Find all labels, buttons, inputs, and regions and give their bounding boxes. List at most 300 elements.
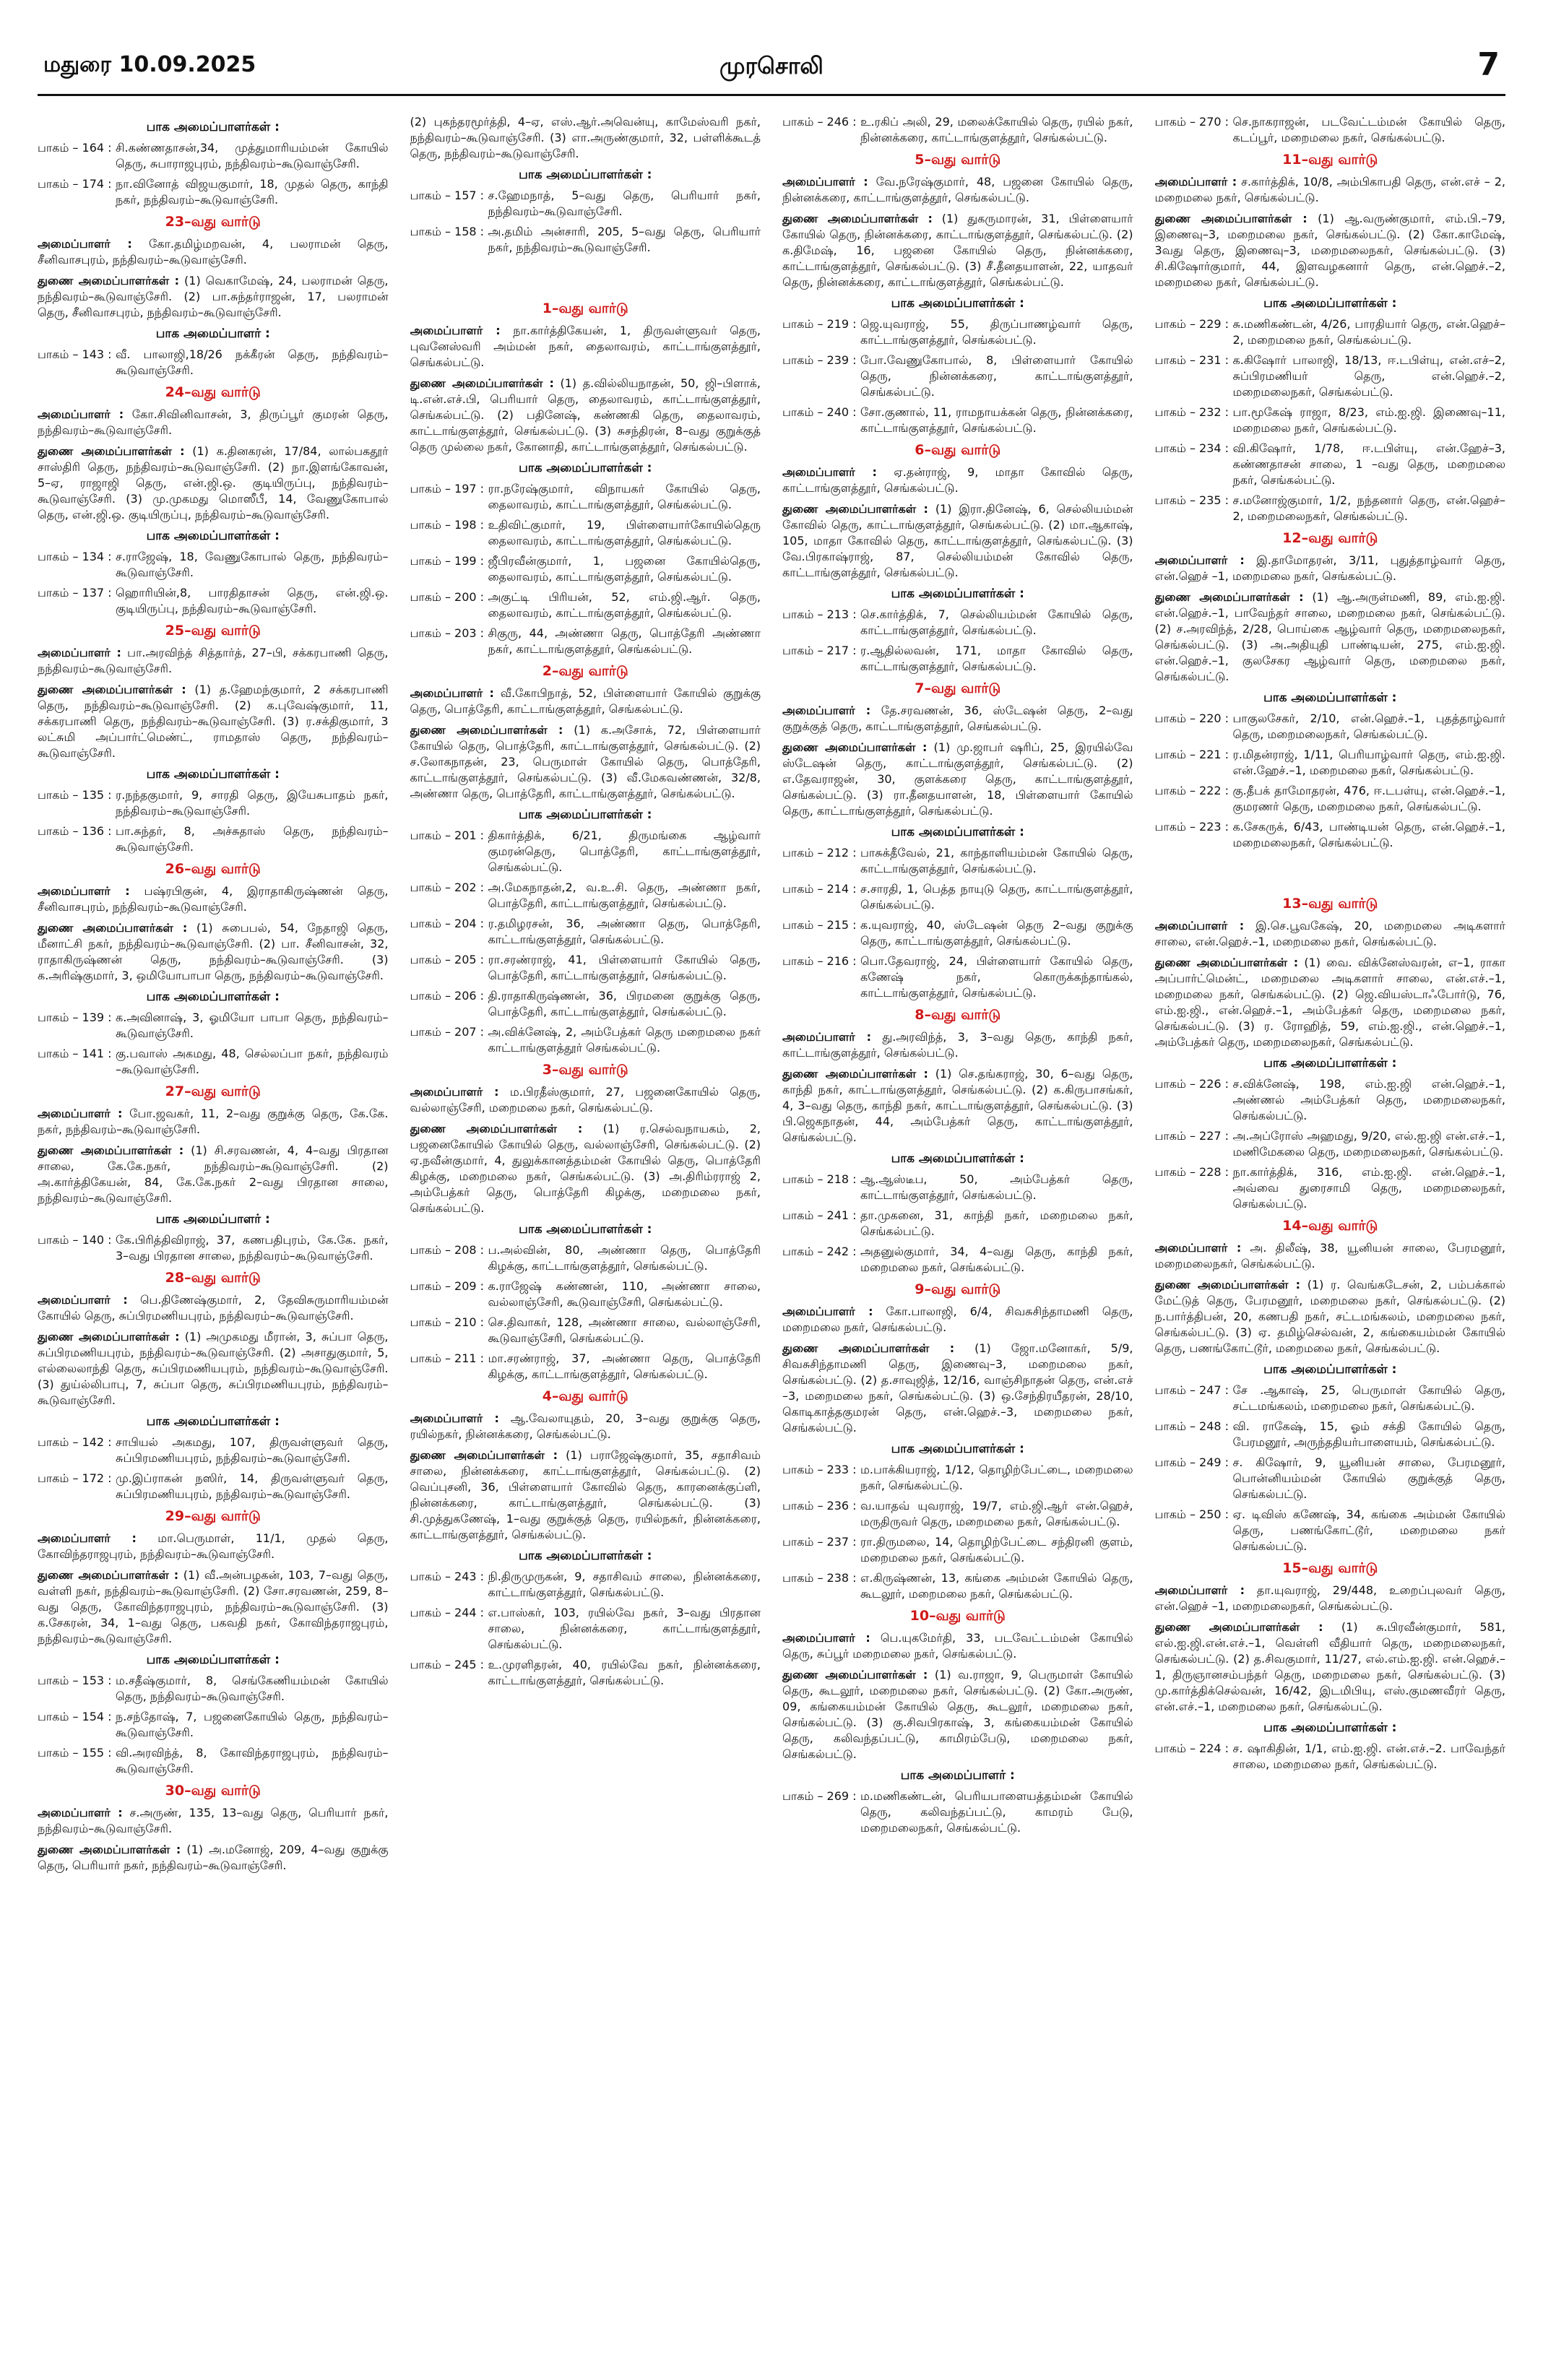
organizer-label: அமைப்பாளர் :: [410, 1085, 499, 1099]
booth-entry: [782, 607, 1133, 639]
organizer-paragraph: [1155, 174, 1506, 206]
booth-address: ச.மனோஜ்குமார், 1/2, நந்தனார் தெரு, என்.ஹெச்–2, மறைமலைநகர், செங்கல்பட்டு.: [1232, 493, 1505, 523]
booth-address: அகுட்டி பிரியன், 52, எம்.ஜி.ஆர். தெரு, தைலாவரம், காட்டாங்குளத்தூர், செங்கல்பட்டு.: [488, 590, 761, 620]
organizer-paragraph: [1155, 553, 1506, 584]
booth-number: பாகம் – 243 :: [410, 1570, 485, 1583]
booth-number: பாகம் – 215 :: [782, 918, 857, 932]
deputy-paragraph: [1155, 589, 1506, 685]
deputy-paragraph: [38, 682, 389, 761]
organizer-label: அமைப்பாளர் :: [782, 1030, 872, 1044]
organizer-text: ஆ.வேலாயுதம், 20, 3–வது குறுக்கு தெரு, ரயில்நகர், நின்னக்கரை, செங்கல்பட்டு.: [410, 1411, 761, 1441]
booth-entry: [1155, 1455, 1506, 1502]
organizer-label: அமைப்பாளர் :: [410, 686, 494, 700]
deputy-paragraph: [410, 1121, 761, 1216]
ward-section: [38, 861, 389, 1078]
ward-section: [1155, 855, 1506, 1212]
booth-entry: [38, 1471, 389, 1502]
deputy-text: (1) க.அசோக், 72, பிள்ளையார் கோயில் தெரு, பொத்தேரி, காட்டாங்குளத்தூர், செங்கல்பட்டு. (2) ச.லோகநாதன், 23, பெருமாள் கோயில் தெரு, பொத்தேரி, காட்டாங்குளத்தூர், செங்கல்பட்டு. (3) வீ.மேகவண்ணன், 32/8, அண்ணா தெரு, பொத்தேரி, காட்டாங்குளத்தூர், செங்கல்பட்டு.: [410, 723, 761, 800]
organizer-paragraph: [38, 407, 389, 438]
booth-entry: [782, 1462, 1133, 1494]
booth-entry: [1155, 352, 1506, 400]
organizer-text: இ.செ.பூவகேஷ், 20, மறைமலை அடிகளார் சாலை, என்.ஹெச்.–1, மறைமலை நகர், செங்கல்பட்டு.: [1154, 919, 1505, 948]
booth-subheading: பாக அமைப்பாளர்கள் :: [891, 1442, 1024, 1456]
booth-entry: [782, 1788, 1133, 1836]
organizer-paragraph: [782, 1029, 1133, 1061]
booth-address: அ.தமிம் அன்சாரி, 205, 5–வது தெரு, பெரியார் நகர், நந்திவரம்–கூடுவாஞ்சேரி.: [488, 225, 761, 254]
booth-entry: [410, 224, 761, 256]
booth-number: பாகம் – 227 :: [1154, 1129, 1229, 1143]
columns: [38, 114, 1505, 2351]
ward-heading: 9–வது வார்டு: [915, 1281, 1001, 1297]
booth-entry: [410, 1242, 761, 1274]
booth-number: பாகம் – 232 :: [1154, 405, 1229, 419]
ward-heading: 4–வது வார்டு: [542, 1388, 628, 1404]
booth-address: அ.அப்ரோஸ் அஹமது, 9/20, எல்.ஐ.ஜி என்.எச்.–1, மணிமேகலை தெரு, மறைமலைநகர், செங்கல்பட்டு.: [1232, 1129, 1505, 1159]
deputy-paragraph: [1155, 1277, 1506, 1356]
ward-heading: 3–வது வார்டு: [542, 1062, 628, 1078]
booth-address: ர.ஆதில்லவன், 171, மாதா கோவில் தெரு, காட்டாங்குளத்தூர், செங்கல்பட்டு.: [860, 644, 1133, 673]
booth-entry: [38, 140, 389, 172]
booth-entry: [1155, 819, 1506, 851]
booth-number: பாகம் – 270 :: [1154, 115, 1229, 129]
booth-number: பாகம் – 143 :: [38, 347, 112, 361]
ward-section: [782, 1608, 1133, 1836]
booth-entry: [782, 1570, 1133, 1602]
organizer-label: அமைப்பாளர் :: [38, 1531, 137, 1545]
booth-number: பாகம் – 136 :: [38, 824, 112, 838]
organizer-label: அமைப்பாளர் :: [1154, 919, 1245, 932]
page-number: 7: [1477, 46, 1500, 83]
deputy-label: துணை அமைப்பாளர்கள் :: [410, 723, 563, 737]
organizer-text: ஏ.தன்ராஜ், 9, மாதா கோவில் தெரு, காட்டாங்குளத்தூர், செங்கல்பட்டு.: [782, 465, 1133, 495]
booth-address: ர.தமிழரசன், 36, அண்ணா தெரு, பொத்தேரி, காட்டாங்குளத்தூர், செங்கல்பட்டு.: [488, 917, 761, 946]
booth-address: வி. ராகேஷ், 15, ஓம் சக்தி கோயில் தெரு, பேரமனூர், அருந்ததியர்பாளையம், செங்கல்பட்டு.: [1232, 1419, 1505, 1449]
deputy-paragraph: [782, 1066, 1133, 1146]
deputy-label: துணை அமைப்பாளர்கள் :: [782, 1668, 928, 1682]
deputy-text: (1) ர. வெங்கடேசன், 2, பம்பக்கால் மேட்டுத் தெரு, பேரமனூர், மறைமலை நகர், செங்கல்பட்டு. (2) ந.பார்த்திபன், 20, கணபதி நகர், சட்டமங்கலம், மறைமலை நகர், செங்கல்பட்டு. (3) ஏ. தமிழ்செல்வன், 2, கங்கையம்மன் கோயில் தெரு, பணங்கோட்டூர், மறைமலை நகர், செங்கல்பட்டு.: [1154, 1278, 1505, 1355]
ward-section: [38, 1083, 389, 1264]
booth-address: சி.கண்ணதாசன்,34, முத்துமாரியம்மன் கோயில் தெரு, சுபாராஜபுரம், நந்திவரம்–கூடுவாஞ்சேரி.: [116, 141, 389, 170]
booth-subheading: பாக அமைப்பாளர்கள் :: [146, 990, 280, 1004]
deputy-paragraph: [782, 211, 1133, 290]
booth-address: செ.நாகராஜன், படவேட்டம்மன் கோயில் தெரு, கடப்பூர், மறைமலை நகர், செங்கல்பட்டு.: [1232, 115, 1505, 144]
booth-number: பாகம் – 216 :: [782, 954, 857, 968]
booth-address: எ.கிருஷ்ணன், 13, கங்கை அம்மன் கோயில் தெரு, கூடலூர், மறைமலை நகர், செங்கல்பட்டு.: [860, 1571, 1133, 1601]
deputy-text: (1) த.வில்லியநாதன், 50, ஜி–பிளாக், டி.என்.எச்.பி, பெரியார் தெரு, தைலாவரம், காட்டாங்குளத்தூர், செங்கல்பட்டு. (2) பதினேஷ், கண்ணகி தெரு, தைலாவரம், காட்டாங்குளத்தூர், செங்கல்பட்டு. (3) சுசந்திரன், 8–வது குறுக்குத் தெரு முல்லை நகர், கோனாதி, காட்டாங்குளத்தூர், செங்கல்பட்டு.: [410, 376, 761, 454]
booth-entry: [782, 643, 1133, 675]
booth-number: பாகம் – 200 :: [410, 590, 485, 604]
booth-entry: [410, 589, 761, 621]
deputy-text: (1) அ.மனோஜ், 209, 4–வது குறுக்கு தெரு, பெரியார் நகர், நந்திவரம்–கூடுவாஞ்சேரி.: [38, 1843, 389, 1872]
booth-number: பாகம் – 142 :: [38, 1435, 112, 1449]
booth-entry: [1155, 711, 1506, 743]
booth-number: பாகம் – 201 :: [410, 828, 485, 842]
booth-address: ரா.சரண்ராஜ், 41, பிள்ளையார் கோயில் தெரு, பொத்தேரி, காட்டாங்குளத்தூர், செங்கல்பட்டு.: [488, 953, 761, 982]
deputy-label: துணை அமைப்பாளர்கள் :: [38, 683, 186, 696]
booth-address: சு.மணிகண்டன், 4/26, பாரதியார் தெரு, என்.ஹெச்–2, மறைமலை நகர், செங்கல்பட்டு.: [1232, 317, 1505, 347]
deputy-paragraph: [1155, 955, 1506, 1050]
organizer-paragraph: [410, 1084, 761, 1116]
organizer-text: கோ.தமிழ்மறவன், 4, பலராமன் தெரு, சீனிவாசபுரம், நந்திவரம்–கூடுவாஞ்சேரி.: [38, 237, 389, 267]
booth-subheading: பாக அமைப்பாளர்கள் :: [146, 767, 280, 782]
deputy-paragraph: [38, 1329, 389, 1408]
booth-entry: [38, 823, 389, 855]
ward-heading: 12–வது வார்டு: [1282, 530, 1378, 546]
organizer-paragraph: [38, 883, 389, 915]
ward-heading: 15–வது வார்டு: [1282, 1560, 1378, 1576]
booth-number: பாகம் – 234 :: [1154, 441, 1229, 455]
deputy-text: (1) ஜோ.மனோகர், 5/9, சிவசுசிந்தாமணி தெரு, இணைவு–3, மறைமலை நகர், செங்கல்பட்டு. (2) த.சாவுஜித், 12/16, வாஞ்சிநாதன் தெரு, என்.எச் –3, மறைமலை நகர், செங்கல்பட்டு. (3) ஒ.சேந்திரயீதரன், 28/10, கொடிகாத்தகுமரன் தெரு, என்.ஹெச்.–3, மறைமலை நகர், செங்கல்பட்டு.: [782, 1341, 1133, 1435]
booth-entry: [782, 1244, 1133, 1276]
organizer-text: போ.ஜவகர், 11, 2–வது குறுக்கு தெரு, கே.கே. நகர், நந்திவரம்–கூடுவாஞ்சேரி.: [38, 1107, 389, 1136]
organizer-label: அமைப்பாளர் :: [782, 175, 868, 189]
deputy-label: துணை அமைப்பாளர்கள் :: [782, 502, 928, 516]
booth-address: ர.நந்தகுமார், 9, சாரதி தெரு, இயேசுபாதம் நகர், நந்திவரம்–கூடுவாஞ்சேரி.: [116, 788, 389, 818]
booth-entry: [1155, 1382, 1506, 1414]
booth-number: பாகம் – 247 :: [1154, 1383, 1229, 1397]
organizer-paragraph: [1155, 1583, 1506, 1614]
ward-heading: 14–வது வார்டு: [1282, 1218, 1378, 1234]
ward-section: [1155, 114, 1506, 146]
booth-address: சாபியல் அகமது, 107, திருவள்ளுவர் தெரு, சுப்பிரமணியபுரம், நந்திவரம்–கூடுவாஞ்சேரி.: [116, 1435, 389, 1465]
organizer-paragraph: [1155, 1240, 1506, 1272]
booth-number: பாகம் – 223 :: [1154, 820, 1229, 834]
organizer-text: து.அரவிந்த், 3, 3–வது தெரு, காந்தி நகர், காட்டாங்குளத்தூர், செங்கல்பட்டு.: [782, 1030, 1133, 1060]
masthead: [43, 46, 1500, 87]
booth-entry: [410, 626, 761, 657]
organizer-paragraph: [410, 1411, 761, 1442]
booth-address: நா.வினோத் விஜயகுமார், 18, முதல் தெரு, காந்தி நகர், நந்திவரம்–கூடுவாஞ்சேரி.: [116, 177, 389, 207]
organizer-label: அமைப்பாளர் :: [782, 1631, 870, 1645]
ward-heading: 6–வது வார்டு: [915, 442, 1001, 458]
column-4: [1155, 114, 1506, 2351]
booth-entry: [38, 176, 389, 208]
booth-number: பாகம் – 213 :: [782, 607, 857, 621]
booth-entry: [410, 1605, 761, 1653]
booth-entry: [410, 188, 761, 220]
organizer-paragraph: [38, 236, 389, 268]
booth-number: பாகம் – 202 :: [410, 880, 485, 894]
deputy-paragraph: [782, 1667, 1133, 1762]
booth-entry: [782, 1534, 1133, 1566]
deputy-paragraph: [38, 1842, 389, 1874]
ward-section: [782, 114, 1133, 146]
booth-entry: [410, 1569, 761, 1601]
booth-address: ச. ஷாகிதின், 1/1, எம்.ஐ.ஜி. என்.எச்.–2. பாவேந்தர் சாலை, மறைமலை நகர், செங்கல்பட்டு.: [1232, 1741, 1505, 1771]
booth-entry: [38, 549, 389, 581]
booth-entry: [1155, 404, 1506, 436]
booth-address: தி.ராதாகிருஷ்ணன், 36, பிரமனை குறுக்கு தெரு, பொத்தேரி, காட்டாங்குளத்தூர், செங்கல்பட்டு.: [488, 989, 761, 1018]
booth-entry: [410, 828, 761, 875]
booth-entry: [38, 1046, 389, 1078]
booth-subheading: பாக அமைப்பாளர்கள் :: [1263, 1721, 1397, 1735]
booth-entry: [782, 845, 1133, 877]
deputy-paragraph: [782, 740, 1133, 819]
organizer-label: அமைப்பாளர் :: [38, 1107, 123, 1120]
booth-entry: [38, 1745, 389, 1777]
deputy-text: (1) வை. விக்னேஸ்வரன், எ–1, ராகா அப்பார்ட்மென்ட், மறைமலை அடிகளார் சாலை, என்.எச்.–1, மறைமலை நகர், செங்கல்பட்டு. (2) ஜெ.வியஸ்டாஃபோர்டு, 76, எம்.ஐ.ஜி., என்.ஹெச்.–1, அம்பேத்கர் தெரு, மறைமலை நகர், செங்கல்பட்டு. (3) ர. ரோஹித், 59, எம்.ஐ.ஜி., என்.ஹெச்.–1, அம்பேத்கர் தெரு, மறைமலைநகர், செங்கல்பட்டு.: [1154, 956, 1505, 1049]
booth-address: செ.கார்த்திக், 7, செல்லியம்மன் கோயில் தெரு, காட்டாங்குளத்தூர், செங்கல்பட்டு.: [860, 607, 1133, 637]
ward-section: [1155, 1560, 1506, 1773]
city-date: மதுரை 10.09.2025: [43, 52, 256, 77]
continued-text: (2) புகந்தரமூர்த்தி, 4–ஏ, எஸ்.ஆர்.அவென்யு, காமேஸ்வரி நகர், நந்திவரம்–கூடுவாஞ்சேரி. (3) எா.அருண்குமார், 32, பள்ளிக்கூடத் தெரு, நந்திவரம்–கூடுவாஞ்சேரி.: [410, 115, 761, 160]
booth-entry: [782, 881, 1133, 913]
booth-entry: [410, 1657, 761, 1689]
deputy-text: (1) வ.ராஜா, 9, பெருமாள் கோயில் தெரு, கூடலூர், மறைமலை நகர், செங்கல்பட்டு. (2) கோ.அருண், 09, கங்கையம்மன் கோயில் தெரு, கூடலூர், மறைமலை நகர், செங்கல்பட்டு. (3) கு.சிவபிரகாஷ், 3, கங்கையம்மன் கோயில் தெரு, கலிவந்தப்பட்டு, காமிரம்பேடு, மறைமலை நகர், செங்கல்பட்டு.: [782, 1668, 1133, 1761]
booth-entry: [38, 1435, 389, 1466]
ward-section: [38, 214, 389, 378]
booth-number: பாகம் – 139 :: [38, 1011, 112, 1024]
organizer-paragraph: [38, 1531, 389, 1562]
booth-subheading: பாக அமைப்பாளர்கள் :: [1263, 691, 1397, 705]
deputy-label: துணை அமைப்பாளர்கள் :: [38, 444, 185, 458]
ward-heading: 30–வது வார்டு: [165, 1783, 261, 1799]
booth-entry: [410, 916, 761, 948]
booth-entry: [410, 553, 761, 585]
deputy-text: (1) அமுகமது மீரான், 3, சுப்பா தெரு, சுப்பிரமணியபுரம், நந்திவரம்–கூடுவாஞ்சேரி. (2) அசாதுகுமார், 5, எல்லைலாந்தி தெரு, சுப்பிரமணியபுரம், நந்திவரம்–கூடுவாஞ்சேரி. (3) துய்ல்லிபாபு, 7, சுப்பா தெரு, சுப்பிரமணியபுரம், நந்திவரம்–கூடுவாஞ்சேரி.: [38, 1330, 389, 1407]
ward-section: [38, 384, 389, 617]
deputy-text: (1) ஆ.அருள்மணி, 89, எம்.ஐ.ஜி. என்.ஹெச்.–1, பாவேந்தர் சாலை, மறைமலை நகர், செங்கல்பட்டு. (2) ச.அரவிந்த், 2/28, பொய்கை ஆழ்வார் தெரு, மறைமலைநகர், செங்கல்பட்டு. (3) அ.அதியுதி பாண்டியன், 275, எம்.ஐ.ஜி. என்.ஹெச்.–1, குலசேகர ஆழ்வார் தெரு, மறைமலை நகர், செங்கல்பட்டு.: [1154, 590, 1505, 683]
booth-address: ந.சந்தோஷ், 7, பஜனைகோயில் தெரு, நந்திவரம்–கூடுவாஞ்சேரி.: [116, 1710, 389, 1739]
booth-number: பாகம் – 206 :: [410, 989, 485, 1003]
booth-address: வ.யாதவ் யுவராஜ், 19/7, எம்.ஜி.ஆர் என்.ஹெச், மருதிருவர் தெரு, மறைமலை நகர், செங்கல்பட்டு.: [860, 1499, 1133, 1528]
ward-section: [1155, 1218, 1506, 1554]
booth-entry: [410, 952, 761, 984]
booth-subheading: பாக அமைப்பாளர்கள் :: [891, 1151, 1024, 1166]
ward-section: [38, 1508, 389, 1777]
booth-number: பாகம் – 198 :: [410, 518, 485, 532]
booth-address: மா.சரண்ராஜ், 37, அண்ணா தெரு, பொத்தேரி கிழக்கு, காட்டாங்குளத்தூர், செங்கல்பட்டு.: [488, 1351, 761, 1381]
booth-address: அ.மேகநாதன்,2, வ.உ.சி. தெரு, அண்ணா நகர், பொத்தேரி, காட்டாங்குளத்தூர், செங்கல்பட்டு.: [488, 880, 761, 910]
booth-address: பாகுலசேகர், 2/10, என்.ஹெச்.–1, புதத்தாழ்வார் தெரு, மறைமலைநகர், செங்கல்பட்டு.: [1232, 711, 1505, 741]
booth-address: ஜெ.யுவராஜ், 55, திருப்பாணழ்வார் தெரு, காட்டாங்குளத்தூர், செங்கல்பட்டு.: [860, 317, 1133, 347]
deputy-label: துணை அமைப்பாளர்கள் :: [1154, 212, 1308, 225]
booth-number: பாகம் – 141 :: [38, 1047, 112, 1060]
booth-address: ர.மிதன்ராஜ், 1/11, பெரியாழ்வார் தெரு, எம்.ஐ.ஜி. என்.ஹேச்.–1, மறைமலை நகர், செங்கல்பட்டு.: [1232, 748, 1505, 777]
booth-number: பாகம் – 231 :: [1154, 353, 1229, 367]
organizer-paragraph: [782, 464, 1133, 496]
ward-heading: 7–வது வார்டு: [915, 680, 1001, 696]
booth-address: மு.இப்ராகன் நஸிர், 14, திருவள்ளுவர் தெரு, சுப்பிரமணியபுரம், நந்திவரம்–கூடுவாஞ்சேரி.: [116, 1471, 389, 1501]
deputy-text: (1) வெகாமேஷ், 24, பலராமன் தெரு, நந்திவரம்–கூடுவாஞ்சேரி. (2) பா.சுந்தர்ராஜன், 17, பலராமன் தெரு, சீனிவாசபுரம், நந்திவரம்–கூடுவாஞ்சேரி.: [38, 274, 389, 319]
booth-address: வி.கிஷோர், 1/78, ஈ.டபிள்யு, என்.ஹேச்–3, கண்ணதாசன் சாலை, 1 –வது தெரு, மறைமலை நகர், செங்கல்பட்டு.: [1232, 441, 1505, 487]
booth-subheading: பாக அமைப்பாளர் :: [155, 1212, 270, 1226]
booth-number: பாகம் – 197 :: [410, 482, 485, 496]
booth-address: கு.பவாஸ் அகமது, 48, செல்லப்பா நகர், நந்திவரம் –கூடுவாஞ்சேரி.: [116, 1047, 389, 1076]
organizer-label: அமைப்பாளர் :: [782, 465, 877, 479]
booth-entry: [38, 585, 389, 617]
deputy-text: (1) வீ.அன்பழகன், 103, 7–வது தெரு, வள்ளி நகர், நந்திவரம்–கூடுவாஞ்சேரி. (2) சோ.சரவணன், 259, 8–வது தெரு, கோவிந்தராஜபுரம், நந்திவரம்–கூடுவாஞ்சேரி. (3) க.சேகரன், 34, 1–வது தெரு, பகவதி நகர், கோவிந்தராஜபுரம், நந்திவரம்–கூடுவாஞ்சேரி.: [38, 1568, 389, 1645]
ward-heading: 25–வது வார்டு: [165, 623, 261, 639]
booth-number: பாகம் – 236 :: [782, 1499, 857, 1513]
booth-entry: [782, 1172, 1133, 1203]
booth-entry: [1155, 1419, 1506, 1450]
booth-address: ஆ.ஆஸ்டீப, 50, அம்பேத்கர் தெரு, காட்டாங்குளத்தூர், செங்கல்பட்டு.: [860, 1172, 1133, 1202]
booth-address: ஹொரியின்,8, பாரதிதாசன் தெரு, என்.ஜி.ஒ. குடியிருப்பு, நந்திவரம்–கூடுவாஞ்சேரி.: [116, 586, 389, 615]
booth-subheading: பாக அமைப்பாளர்கள் :: [146, 1653, 280, 1667]
ward-heading: 10–வது வார்டு: [909, 1608, 1006, 1624]
deputy-label: துணை அமைப்பாளர்கள் :: [38, 1143, 184, 1157]
booth-number: பாகம் – 164 :: [38, 141, 112, 155]
booth-entry: [782, 953, 1133, 1001]
deputy-paragraph: [38, 920, 389, 984]
ward-heading: 11–வது வார்டு: [1282, 152, 1378, 168]
booth-number: பாகம் – 240 :: [782, 405, 857, 419]
organizer-paragraph: [38, 645, 389, 677]
organizer-text: பெ.யுகமேர்தி, 33, படவேட்டம்மன் கோயில் தெரு, சுப்பூர் மறைமலை நகர், செங்கல்பட்டு.: [782, 1631, 1133, 1661]
organizer-paragraph: [410, 685, 761, 717]
deputy-label: துணை அமைப்பாளர்கள் :: [38, 274, 180, 287]
booth-entry: [782, 114, 1133, 146]
booth-address: சே .ஆகாஷ், 25, பெருமாள் கோயில் தெரு, சட்டமங்கலம், மறைமலை நகர், செங்கல்பட்டு.: [1232, 1383, 1505, 1413]
organizer-label: அமைப்பாளர் :: [410, 324, 501, 337]
organizer-paragraph: [782, 1304, 1133, 1336]
booth-address: உ.முரளிதரன், 40, ரயில்வே நகர், நின்னக்கரை, காட்டாங்குளத்தூர், செங்கல்பட்டு.: [488, 1658, 761, 1687]
organizer-text: தே.சரவணன், 36, ஸ்டேஷன் தெரு, 2–வது குறுக்குத் தெரு, காட்டாங்குளத்தூர், செங்கல்பட்டு.: [782, 704, 1133, 733]
booth-address: ச.விக்னேஷ், 198, எம்.ஐ.ஜி என்.ஹெச்.–1, அண்ணல் அம்பேத்கர் தெரு, மறைமலைநகர், செங்கல்பட்டு.: [1232, 1077, 1505, 1122]
deputy-label: துணை அமைப்பாளர்கள் :: [38, 1843, 181, 1856]
ward-heading: 27–வது வார்டு: [165, 1083, 261, 1099]
booth-number: பாகம் – 172 :: [38, 1471, 112, 1485]
organizer-text: வீ.கோபிநாத், 52, பிள்ளையார் கோயில் குறுக்கு தெரு, பொத்தேரி, காட்டாங்குளத்தூர், செங்கல்பட்டு.: [410, 686, 761, 716]
booth-subheading: பாக அமைப்பாளர் :: [900, 1768, 1015, 1783]
booth-address: உ.ரகிப் அலி, 29, மலைக்கோயில் தெரு, ரயில் நகர், நின்னக்கரை, காட்டாங்குளத்தூர், செங்கல்பட்டு.: [860, 115, 1133, 144]
organizer-label: அமைப்பாளர் :: [782, 1304, 873, 1318]
deputy-paragraph: [782, 1341, 1133, 1436]
booth-subheading: பாக அமைப்பாளர்கள் :: [146, 1414, 280, 1429]
organizer-text: பெ.திணேஷ்குமார், 2, தேவிசுருமாரியம்மன் கோயில் தெரு, சுப்பிரமணியபுரம், நந்திவரம்–கூடுவாஞ்சேரி.: [38, 1293, 389, 1323]
ward-section: [782, 152, 1133, 436]
booth-entry: [38, 347, 389, 378]
booth-entry: [410, 880, 761, 912]
organizer-text: ச.அருண், 135, 13–வது தெரு, பெரியார் நகர், நந்திவரம்–கூடுவாஞ்சேரி.: [38, 1806, 389, 1835]
booth-number: பாகம் – 158 :: [410, 225, 485, 238]
deputy-text: (1) ஆ.வருண்குமார், எம்.பி.–79, இணைவு–3, மறைமலை நகர், செங்கல்பட்டு. (2) கோ.காமேஷ், 3வது தெரு, இணைவு–3, மறைமலைநகர், செங்கல்பட்டு. (3) சி.கிஷோர்குமார், 44, இளவழகனார் தெரு, என்.ஹெச்.–2, மறைமலை நகர், செங்கல்பட்டு.: [1154, 212, 1505, 289]
ward-section: [38, 623, 389, 855]
booth-number: பாகம் – 242 :: [782, 1245, 857, 1258]
booth-subheading: பாக அமைப்பாளர்கள் :: [1263, 1362, 1397, 1377]
deputy-label: துணை அமைப்பாளர்கள் :: [1154, 1620, 1323, 1634]
booth-entry: [782, 917, 1133, 949]
booth-number: பாகம் – 153 :: [38, 1674, 112, 1687]
ward-section: [38, 1270, 389, 1502]
ward-heading: 1–வது வார்டு: [542, 300, 628, 316]
booth-address: அ.விக்னேஷ், 2, அம்பேத்கர் தெரு மறைமலை நகர் காட்டாங்குளத்தூர் செங்கல்பட்டு.: [488, 1025, 761, 1055]
organizer-paragraph: [782, 703, 1133, 735]
organizer-paragraph: [1155, 918, 1506, 950]
organizer-label: அமைப்பாளர் :: [38, 1806, 123, 1819]
booth-number: பாகம் – 239 :: [782, 353, 857, 367]
deputy-paragraph: [410, 1448, 761, 1543]
deputy-label: துணை அமைப்பாளர்கள் :: [410, 1448, 558, 1462]
booth-number: பாகம் – 212 :: [782, 846, 857, 860]
deputy-label: துணை அமைப்பாளர்கள் :: [782, 1341, 955, 1355]
booth-number: பாகம் – 250 :: [1154, 1507, 1229, 1521]
header-rule: [38, 94, 1505, 96]
booth-address: தா.முகனை, 31, காந்தி நகர், மறைமலை நகர், செங்கல்பட்டு.: [860, 1208, 1133, 1238]
booth-address: பா.மூகேஷ் ராஜா, 8/23, எம்.ஐ.ஜி. இணைவு–11, மறைமலை நகர், செங்கல்பட்டு.: [1232, 405, 1505, 435]
booth-address: க.ராஜேஷ் கண்ணன், 110, அண்ணா சாலை, வல்லாஞ்சேரி, கூடுவாஞ்சேரி, செங்கல்பட்டு.: [488, 1279, 761, 1309]
ward-section: [410, 114, 761, 256]
booth-number: பாகம் – 219 :: [782, 317, 857, 331]
booth-entry: [1155, 316, 1506, 348]
booth-number: பாகம் – 246 :: [782, 115, 857, 129]
section-gap: [410, 260, 761, 295]
organizer-label: அமைப்பாளர் :: [38, 407, 124, 421]
ward-heading: 29–வது வார்டு: [165, 1508, 261, 1524]
booth-number: பாகம் – 220 :: [1154, 711, 1229, 725]
booth-address: சோ.குணால், 11, ராமநாயக்கன் தெரு, நின்னக்கரை, காட்டாங்குளத்தூர், செங்கல்பட்டு.: [860, 405, 1133, 435]
deputy-paragraph: [410, 722, 761, 802]
booth-entry: [38, 1709, 389, 1741]
booth-address: க.அவினாஷ், 3, ஓமியோ பாபா தெரு, நந்திவரம்–கூடுவாஞ்சேரி.: [116, 1011, 389, 1040]
deputy-text: (1) சு.பிரவீன்குமார், 581, எல்.ஐ.ஜி.என்.எச்.–1, வெள்ளி வீதியார் தெரு, மறைமலைநகர், செங்கல்பட்டு. (2) த.சிவகுமார், 11/27, எல்.எம்.ஐ.ஜி. என்.ஹெச்.–1, திருஞானசம்பந்தர் தெரு, மறைமலை நகர், செங்கல்பட்டு. (3) மு.கார்த்திக்செல்வன், 16/42, இடமிபியு, எஸ்.குமணவீரர் தெரு, என்.எச்.–1, மறைமலை நகர், செங்கல்பட்டு.: [1154, 1620, 1505, 1713]
booth-number: பாகம் – 248 :: [1154, 1419, 1229, 1433]
booth-subheading: பாக அமைப்பாளர்கள் :: [519, 168, 652, 182]
organizer-label: அமைப்பாளர் :: [38, 884, 130, 898]
deputy-label: துணை அமைப்பாளர்கள் :: [38, 1568, 179, 1582]
booth-entry: [1155, 1164, 1506, 1212]
ward-section: [410, 260, 761, 657]
deputy-text: (1) ர.செல்வநாயகம், 2, பஜனைகோயில் கோயில் தெரு, வல்லாஞ்சேரி, செங்கல்பட்டு. (2) ஏ.நவீன்குமார், 4, துலுக்கானத்தம்மன் கோயில் தெரு, பொத்தேரி கிழக்கு, மறைமலை நகர், செங்கல்பட்டு. (3) அ.திரிம்ரராஜ் 2, அம்பேத்கர் தெரு, பொத்தேரி கிழக்கு, மறைமலை நகர், செங்கல்பட்டு.: [410, 1122, 761, 1215]
booth-number: பாகம் – 207 :: [410, 1025, 485, 1039]
booth-address: ச.சாரதி, 1, பெத்த நாயுடு தெரு, காட்டாங்குளத்தூர், செங்கல்பட்டு.: [860, 882, 1133, 912]
deputy-label: துணை அமைப்பாளர்கள் :: [782, 1067, 928, 1081]
organizer-label: அமைப்பாளர் :: [1154, 553, 1245, 567]
booth-entry: [410, 1315, 761, 1346]
deputy-label: துணை அமைப்பாளர்கள் :: [410, 376, 554, 390]
booth-entry: [782, 404, 1133, 436]
organizer-label: அமைப்பாளர் :: [782, 704, 871, 717]
booth-address: ரா.நரேஷ்குமார், விநாயகர் கோயில் தெரு, தைலாவரம், காட்டாங்குளத்தூர், செங்கல்பட்டு.: [488, 482, 761, 511]
booth-number: பாகம் – 249 :: [1154, 1455, 1229, 1469]
deputy-text: (1) சுபைபல், 54, நேதாஜி தெரு, மீனாட்சி நகர், நந்திவரம்–கூடுவாஞ்சேரி. (2) பா. சீனிவாசன், 32, ராதாகிருஷ்ணன் தெரு, நந்திவரம்–கூடுவாஞ்சேரி. (3) க.அரிஷ்குமார், 3, ஒமியோபாபா தெரு, நந்திவரம்–கூடுவாஞ்சேரி.: [38, 921, 389, 982]
ward-section: [410, 1388, 761, 1689]
ward-section: [782, 1007, 1133, 1276]
booth-address: ஏ. டிவிஸ் கணேஷ், 34, கங்கை அம்மன் கோயில் தெரு, பணங்கோட்டூர், மறைமலை நகர் செங்கல்பட்டு.: [1232, 1507, 1505, 1553]
booth-number: பாகம் – 238 :: [782, 1571, 857, 1585]
booth-entry: [1155, 1128, 1506, 1160]
deputy-label: துணை அமைப்பாளர்கள் :: [782, 740, 928, 754]
booth-number: பாகம் – 134 :: [38, 550, 112, 563]
booth-number: பாகம் – 229 :: [1154, 317, 1229, 331]
organizer-paragraph: [782, 174, 1133, 206]
booth-address: ம.பாக்கியராஜ், 1/12, தொழிற்பேட்டை, மறைமலை நகர், செங்கல்பட்டு.: [860, 1463, 1133, 1492]
booth-number: பாகம் – 209 :: [410, 1279, 485, 1293]
booth-subheading: பாக அமைப்பாளர்கள் :: [891, 825, 1024, 839]
deputy-paragraph: [38, 1567, 389, 1647]
organizer-label: அமைப்பாளர் :: [1154, 1583, 1245, 1597]
organizer-text: வே.நரேஷ்குமார், 48, பஜனை கோயில் தெரு, நின்னக்கரை, காட்டாங்குளத்தூர், செங்கல்பட்டு.: [782, 175, 1133, 204]
organizer-text: இ.தாமோதரன், 3/11, புதுத்தாழ்வார் தெரு, என்.ஹெச் –1, மறைமலை நகர், செங்கல்பட்டு.: [1154, 553, 1505, 583]
booth-number: பாகம் – 222 :: [1154, 784, 1229, 797]
booth-address: க.சேகருக், 6/43, பாண்டியன் தெரு, என்.ஹெச்.–1, மறைமலைநகர், செங்கல்பட்டு.: [1232, 820, 1505, 849]
booth-number: பாகம் – 140 :: [38, 1233, 112, 1247]
booth-number: பாகம் – 269 :: [782, 1789, 857, 1803]
ward-heading: 5–வது வார்டு: [915, 152, 1001, 168]
organizer-text: ச.கார்த்திக், 10/8, அம்பிகாபதி தெரு, என்.எச் – 2, மறைமலை நகர், செங்கல்பட்டு.: [1154, 175, 1505, 204]
booth-entry: [1155, 441, 1506, 488]
booth-number: பாகம் – 233 :: [782, 1463, 857, 1476]
organizer-paragraph: [410, 323, 761, 371]
section-gap: [1155, 855, 1506, 890]
deputy-label: துணை அமைப்பாளர்கள் :: [38, 1330, 180, 1343]
booth-entry: [782, 352, 1133, 400]
deputy-paragraph: [38, 273, 389, 321]
booth-number: பாகம் – 221 :: [1154, 748, 1229, 761]
booth-subheading: பாக அமைப்பாளர்கள் :: [519, 1549, 652, 1563]
booth-address: அதனுல்குமார், 34, 4–வது தெரு, காந்தி நகர், மறைமலை நகர், செங்கல்பட்டு.: [860, 1245, 1133, 1274]
